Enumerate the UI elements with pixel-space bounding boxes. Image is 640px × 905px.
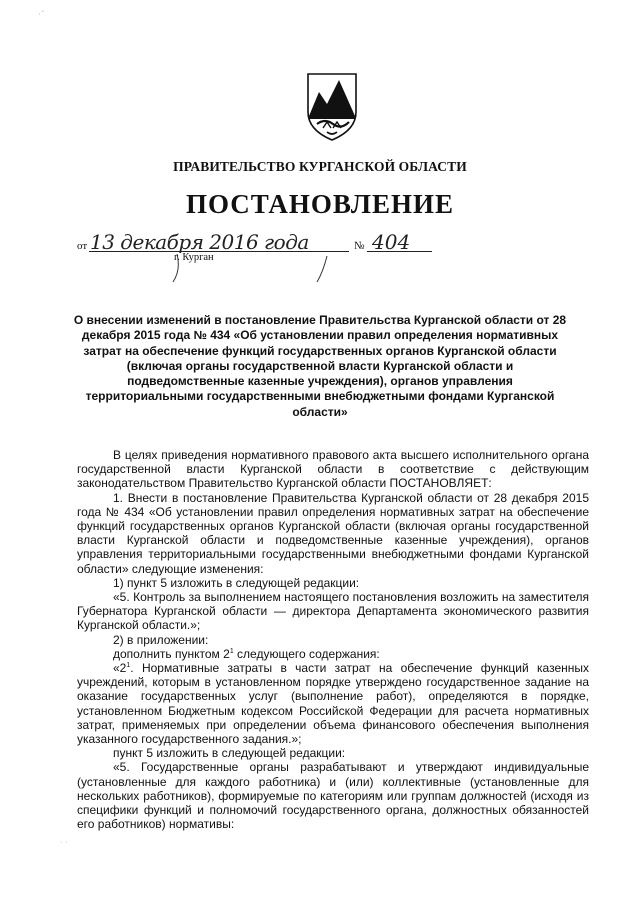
document-body xyxy=(77,448,589,831)
paragraph-preamble: В целях приведения нормативного правового акта высшего исполнительного органа государственной власти Курганской области в соответствие с действующим законодательством Правительство Курганской области ПОСТАНОВЛЯЕТ: xyxy=(77,448,589,491)
text-segment: «2 xyxy=(113,661,127,676)
paragraph-item-5-intro: пункт 5 изложить в следующей редакции: xyxy=(113,746,346,761)
dateline xyxy=(77,232,497,262)
scan-artifact: ·ˊ xyxy=(38,10,45,19)
paragraph-subitem-2: 2) в приложении: xyxy=(113,632,209,647)
number-underline xyxy=(367,251,432,252)
date-from-label: от xyxy=(77,240,88,252)
scan-artifact: · · xyxy=(60,838,68,847)
coat-of-arms-icon xyxy=(305,72,359,142)
organization-name: ПРАВИТЕЛЬСТВО КУРГАНСКОЙ ОБЛАСТИ xyxy=(173,159,467,174)
paragraph-item-1: 1. Внести в постановление Правительства Курганской области от 28 декабря 2015 года № 434 «Об установлении правил определения нормативных затрат на обеспечение функций государственных органов Курганской области (включая органы государственной власти Курганской области и подведомственные казенные учреждения), органов управления территориальными государственными внебюджетными фондами Курганской области» следующие изменения: xyxy=(77,490,589,576)
paragraph-quote-5: «5. Контроль за выполнением настоящего постановления возложить на заместителя Губернатора Курганской области — директора Департамента экономического развития Курганской области.»; xyxy=(77,590,589,633)
superscript: 1 xyxy=(229,647,234,655)
handwritten-date: 13 декабря 2016 года xyxy=(90,230,309,254)
document-title: О внесении изменений в постановление Правительства Курганской области от 28 декабря 2015 года № 434 «Об установлении правил определения нормативных затрат на обеспечение функций государственных органов Курганской области (включая органы государственной власти Курганской области и подведомственные казенные учреждения), органов управления территориальными государственными внебюджетными фондами Курганской области» xyxy=(73,313,567,419)
paragraph-quote-5-new: «5. Государственные органы разрабатывают и утверждают индивидуальные (установленные для каждого работника) и (или) коллективные (установленные для нескольких работников), формируемые по категориям или группам должностей (исходя из специфики функций и полномочий государственного органа, должностных обязанностей его работников) нормативы: xyxy=(77,760,589,832)
text-segment: следующего содержания: xyxy=(233,646,380,661)
text-segment: . Нормативные затраты в части затрат на обеспечение функций казенных учреждений, которым в установленном порядке утверждено государственное задание на оказание государственных услуг (выполнение работ), определяются в порядке, установленном Бюджетным кодексом Российской Федерации для расчета нормативных затрат, применяемых при определении объема финансового обеспечения выполнения указанного государственного задания.»; xyxy=(77,661,589,747)
paragraph-quote-2-1 xyxy=(77,661,589,746)
number-label: № xyxy=(354,240,365,252)
document-type: ПОСТАНОВЛЕНИЕ xyxy=(185,189,455,219)
superscript: 1 xyxy=(126,662,131,670)
city-label: г. Курган xyxy=(174,252,214,263)
text-segment: дополнить пунктом 2 xyxy=(113,646,230,661)
paragraph-add-item xyxy=(77,647,589,661)
paragraph-subitem-1: 1) пункт 5 изложить в следующей редакции: xyxy=(113,575,360,590)
handwritten-number: 404 xyxy=(372,230,411,254)
